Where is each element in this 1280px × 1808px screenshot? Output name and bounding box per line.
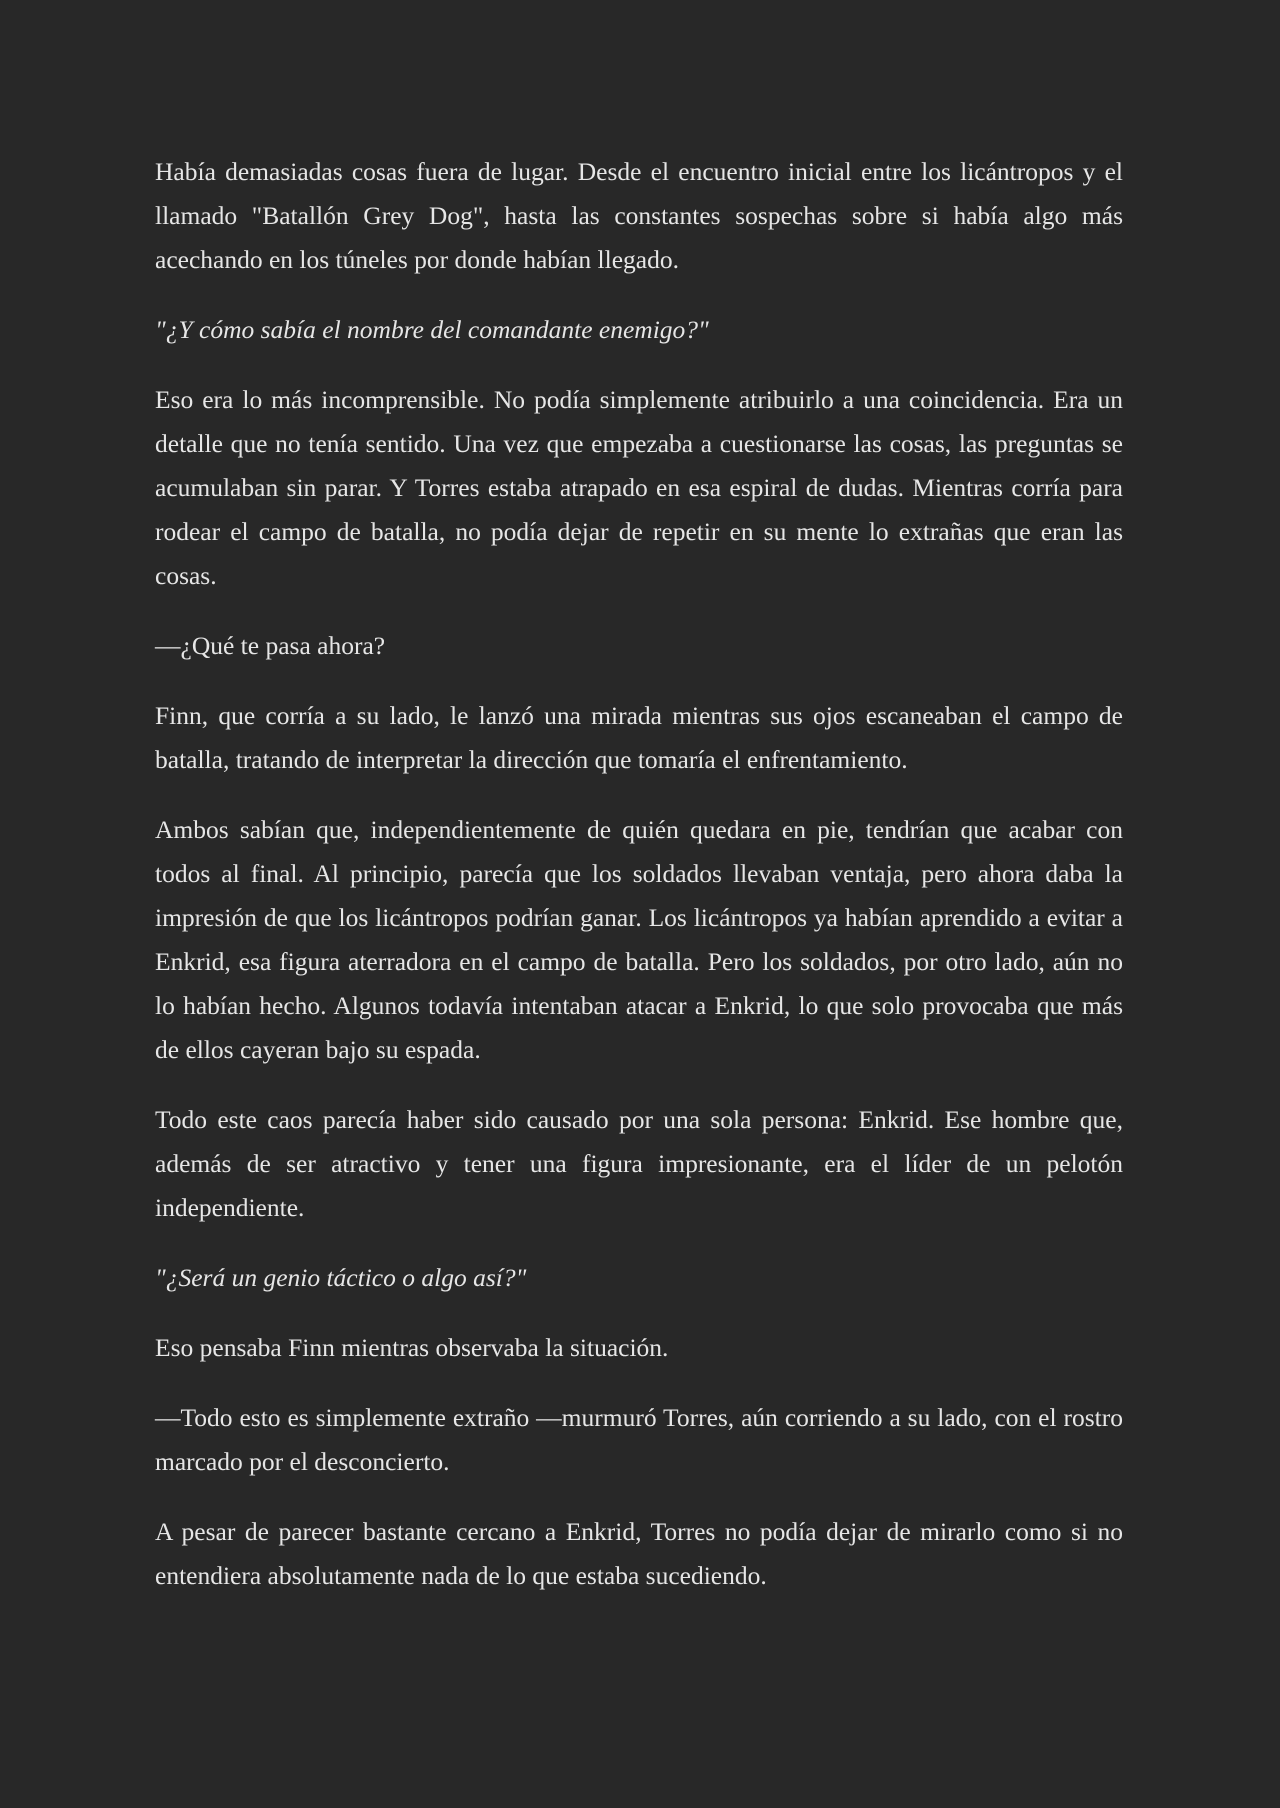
reader-page [155,150,1123,1624]
dialogue-paragraph: —¿Qué te pasa ahora? [155,631,386,660]
paragraph: Todo este caos parecía haber sido causado por una sola persona: Enkrid. Ese hombre que, además de ser atractivo y tener una figura impresionante, era el líder de un pelotón independiente. [155,1105,1123,1222]
thought-paragraph: "¿Y cómo sabía el nombre del comandante enemigo?" [155,315,709,344]
paragraph: Finn, que corría a su lado, le lanzó una mirada mientras sus ojos escaneaban el campo de batalla, tratando de interpretar la dirección que tomaría el enfrentamiento. [155,701,1123,774]
paragraph: Ambos sabían que, independientemente de quién quedara en pie, tendrían que acabar con todos al final. Al principio, parecía que los soldados llevaban ventaja, pero ahora daba la impresión de que los licántropos podrían ganar. Los licántropos ya habían aprendido a evitar a Enkrid, esa figura aterradora en el campo de batalla. Pero los soldados, por otro lado, aún no lo habían hecho. Algunos todavía intentaban atacar a Enkrid, lo que solo provocaba que más de ellos cayeran bajo su espada. [155,815,1123,1064]
dialogue-paragraph: —Todo esto es simplemente extraño —murmuró Torres, aún corriendo a su lado, con el rostro marcado por el desconcierto. [155,1403,1123,1476]
paragraph: A pesar de parecer bastante cercano a Enkrid, Torres no podía dejar de mirarlo como si no entendiera absolutamente nada de lo que estaba sucediendo. [155,1517,1123,1590]
thought-paragraph: "¿Será un genio táctico o algo así?" [155,1263,527,1292]
paragraph: Eso pensaba Finn mientras observaba la situación. [155,1333,669,1362]
paragraph: Había demasiadas cosas fuera de lugar. Desde el encuentro inicial entre los licántropos y el llamado "Batallón Grey Dog", hasta las constantes sospechas sobre si había algo más acechando en los túneles por donde habían llegado. [155,157,1123,274]
paragraph: Eso era lo más incomprensible. No podía simplemente atribuirlo a una coincidencia. Era un detalle que no tenía sentido. Una vez que empezaba a cuestionarse las cosas, las preguntas se acumulaban sin parar. Y Torres estaba atrapado en esa espiral de dudas. Mientras corría para rodear el campo de batalla, no podía dejar de repetir en su mente lo extrañas que eran las cosas. [155,385,1123,590]
